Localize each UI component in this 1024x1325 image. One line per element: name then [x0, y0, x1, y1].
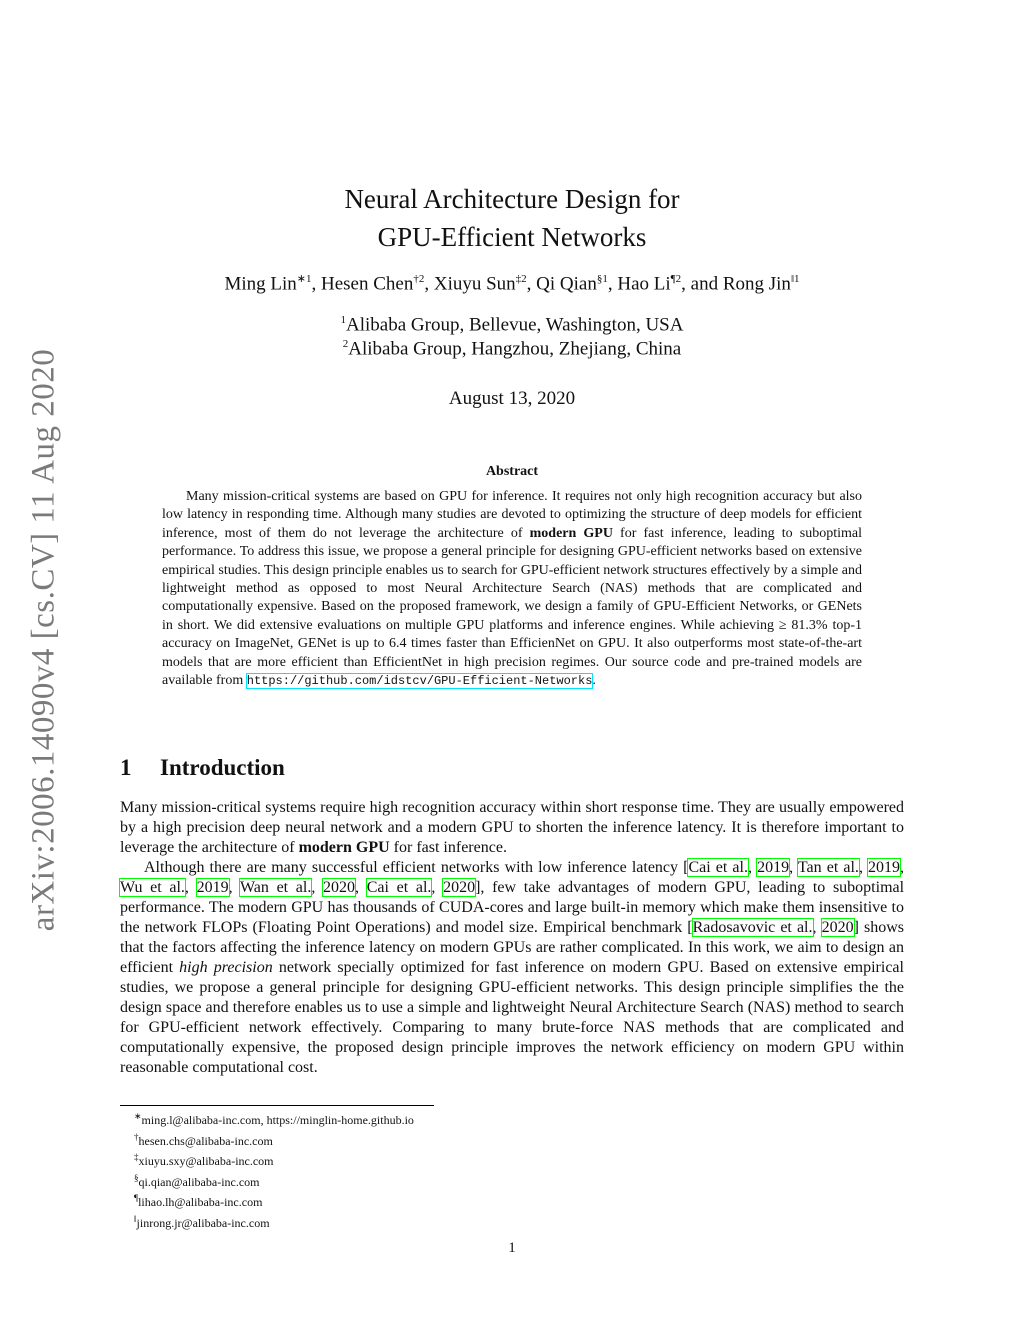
citation-link[interactable]: Radosavovic et al.: [692, 919, 813, 936]
arxiv-identifier: arXiv:2006.14090v4 [cs.CV] 11 Aug 2020: [25, 348, 62, 932]
intro-text: Although there are many successful efficient networks with low inference latency [: [144, 859, 689, 876]
citation-link[interactable]: Wu et al.: [120, 879, 185, 896]
footnote-text: qi.qian@alibaba-inc.com: [138, 1174, 260, 1189]
intro-text: ], few take advantages of modern GPU, leading to suboptimal performance. The modern GPU has thousands of CUDA-cores and large built-in memory which make them insensitive to the network FLOPs (Floating Point Operations) and model size. Empirical benchmark [: [120, 879, 905, 936]
affiliation-mark: 2: [342, 338, 349, 350]
title-line-1: Neural Architecture Design for: [344, 184, 680, 214]
page-number: 1: [508, 1240, 516, 1256]
citation-link[interactable]: 2020: [323, 879, 356, 896]
citation-link[interactable]: Cai et al.: [366, 879, 432, 896]
intro-text: ] shows that the factors affecting the inference latency on modern GPUs are rather complicated. In this work, we aim to design an efficient: [120, 919, 905, 976]
footnote: [134, 1211, 414, 1232]
author-mark: ∗1: [296, 273, 312, 285]
abstract-text: for fast inference, leading to suboptimal performance. To address this issue, we propose a general principle for designing GPU-efficient networks based on extensive empirical studies. This design principle enables us to search for GPU-efficient network structures effectively by a simple and lightweight method as opposed to most Neural Architecture Search (NAS) methods that are complicated and computationally expensive. Based on the proposed framework, we design a family of GPU-Efficient Networks, or GENets in short. We did extensive evaluations on multiple GPU platforms and inference engines. While achieving ≥ 81.3% top-1 accuracy on ImageNet, GENet is up to 6.4 times faster than EfficienNet on GPU. It also outperforms most state-of-the-art models that are more efficient than EfficientNet in high precision regimes. Our source code and pre-trained models are available from: [162, 525, 863, 689]
footnote-text: ming.l@alibaba-inc.com, https://minglin-home.github.io: [141, 1113, 414, 1127]
author-mark: ‡2: [515, 273, 527, 285]
author-separator: ,: [607, 273, 618, 295]
affiliation-text: Alibaba Group, Bellevue, Washington, USA: [346, 314, 684, 336]
author-list: [0, 272, 1024, 295]
publication-date: August 13, 2020: [448, 388, 576, 409]
footnote: [134, 1149, 414, 1170]
author: Hesen Chen: [321, 273, 414, 295]
affiliation-1: [0, 314, 1024, 336]
paper-title: [0, 180, 1024, 256]
footnote-mark: †: [134, 1131, 139, 1142]
footnote-mark: ∗: [134, 1111, 142, 1121]
author: Xiuyu Sun: [433, 273, 516, 295]
footnote-rule: [120, 1105, 434, 1106]
author: Hao Li: [617, 273, 671, 295]
footnote-mark: ‡: [134, 1152, 139, 1162]
intro-bold: modern GPU: [298, 839, 390, 856]
intro-text: network specially optimized for fast inference on modern GPU. Based on extensive empirical studies, we propose a general principle for designing GPU-efficient networks. This design principle simplifies the the design space and therefore enables us to use a simple and lightweight Neural Architecture Search (NAS) method to search for GPU-efficient network effectively. Comparing to many brute-force NAS methods that are complicated and computationally expensive, the proposed design principle improves the network efficiency on modern GPU within reasonable computational cost.: [120, 959, 904, 1076]
intro-paragraph-2: Although there are many successful efficient networks with low inference latency [Cai et al., 2019, Tan et al., 2019, Wu et al., 2019, Wan et al., 2020, Cai et al., 2020], few take advantages of modern GPU, leading to suboptimal performance. The modern GPU has thousands of CUDA-cores and large built-in memory which make them insensitive to the network FLOPs (Floating Point Operations) and model size. Empirical benchmark [Radosavovic et al., 2020] shows that the factors affecting the inference latency on modern GPUs are rather complicated. In this work, we aim to design an efficient high precision network specially optimized for fast inference on modern GPU. Based on extensive empirical studies, we propose a general principle for designing GPU-efficient networks. This design principle simplifies the the design space and therefore enables us to use a simple and lightweight Neural Architecture Search (NAS) method to search for GPU-efficient network effectively. Comparing to many brute-force NAS methods that are complicated and computationally expensive, the proposed design principle improves the network efficiency on modern GPU within reasonable computational cost.: [120, 859, 905, 1076]
intro-italic: high precision: [179, 959, 273, 976]
author: Rong Jin: [722, 273, 791, 295]
abstract-text: Many mission-critical systems are based on GPU for inference. It requires not only high recognition accuracy but also low latency in responding time. Although many studies are devoted to optimizing the structure of deep models for efficient inference, most of them do not leverage the architecture of: [162, 489, 862, 541]
footnote-mark: §: [134, 1172, 139, 1183]
github-link[interactable]: https://github.com/idstcv/GPU-Efficient-Networks: [246, 674, 593, 689]
abstract-text: .: [592, 673, 596, 689]
footnotes: [134, 1108, 414, 1231]
citation-link[interactable]: Wan et al.: [239, 879, 312, 896]
citation-link[interactable]: 2020: [821, 919, 854, 936]
footnote-text: hesen.chs@alibaba-inc.com: [138, 1133, 273, 1148]
section-heading: [120, 755, 285, 781]
author-mark: †2: [413, 273, 425, 285]
section-number: 1: [120, 755, 132, 780]
footnote: [134, 1129, 414, 1150]
footnote-mark: ‖: [134, 1213, 137, 1224]
affiliation-text: Alibaba Group, Hangzhou, Zhejiang, China: [348, 338, 682, 360]
intro-text: for fast inference.: [389, 839, 507, 856]
abstract-body: [162, 488, 862, 690]
author-separator: ,: [526, 273, 537, 295]
abstract-heading: Abstract: [485, 464, 539, 479]
author-mark: ‖1: [790, 273, 800, 285]
section-title: Introduction: [160, 755, 285, 780]
footnote: [134, 1170, 414, 1191]
intro-paragraph-1: [120, 798, 904, 858]
author-separator: ,: [311, 273, 321, 295]
footnote: [134, 1190, 414, 1211]
citation-link[interactable]: Tan et al.: [797, 859, 859, 876]
footnote-text: xiuyu.sxy@alibaba-inc.com: [138, 1154, 274, 1168]
author: Qi Qian: [536, 273, 597, 295]
footnote: [134, 1108, 414, 1129]
author-mark: §1: [596, 273, 608, 285]
citation-link[interactable]: 2020: [443, 879, 476, 896]
author: Ming Lin: [224, 273, 297, 295]
author-mark: ¶2: [670, 273, 682, 285]
affiliation-2: [0, 338, 1024, 360]
citation-link[interactable]: 2019: [196, 879, 229, 896]
footnote-text: jinrong.jr@alibaba-inc.com: [136, 1215, 270, 1230]
footnote-text: lihao.lh@alibaba-inc.com: [138, 1195, 263, 1209]
citation-link[interactable]: 2019: [868, 859, 901, 876]
affiliation-mark: 1: [340, 314, 347, 326]
intro-text: Many mission-critical systems require high recognition accuracy within short response time. They are usually empowered by a high precision deep neural network and a modern GPU to shorten the inference latency. It is therefore important to leverage the architecture of: [120, 799, 904, 856]
introduction-body: [120, 798, 904, 1078]
author-separator: , and: [681, 273, 723, 295]
citation-link[interactable]: Cai et al.: [688, 859, 748, 876]
author-separator: ,: [424, 273, 434, 295]
title-line-2: GPU-Efficient Networks: [377, 222, 647, 252]
abstract-bold: modern GPU: [529, 525, 613, 541]
citation-link[interactable]: 2019: [757, 859, 790, 876]
footnote-mark: ¶: [134, 1193, 139, 1203]
